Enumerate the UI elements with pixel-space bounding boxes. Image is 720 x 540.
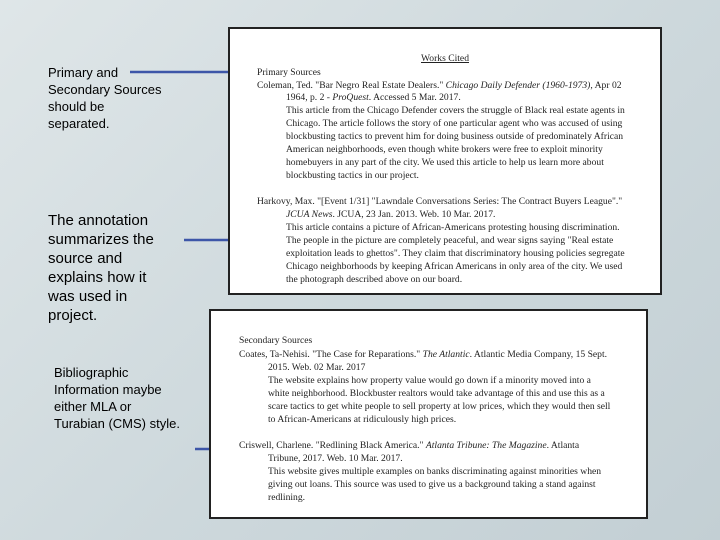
citation-line: JCUA News. JCUA, 23 Jan. 2013. Web. 10 Mar. 2017. [286,209,496,220]
annotation-line: blockbusting tactics to prevent him for doing business outside of predominately African [286,131,624,142]
annotation-line: homebuyers in any part of the city. We used this article to help us learn more about [286,157,604,168]
primary-sources-heading: Primary Sources [257,67,321,78]
note-line: Information maybe [54,382,162,397]
note-line: Bibliographic [54,365,129,380]
note-line: project. [48,307,98,324]
annotation-line: the photograph described above on our board. [286,274,463,285]
works-cited-title: Works Cited [421,53,469,64]
note-line: source and [48,250,123,267]
note-line: Secondary Sources [48,82,162,97]
annotation-line: This article from the Chicago Defender covers the struggle of Black real estate agents in [286,105,625,116]
note-line: explains how it [48,269,147,286]
note-line: either MLA or [54,399,132,414]
note-line: was used in [48,288,128,305]
annotation-line: blockbusting tactics in our project. [286,170,419,181]
annotation-line: redlining. [268,492,306,503]
citation-line: 2015. Web. 02 Mar. 2017 [268,362,366,373]
annotation-line: This article contains a picture of African-Americans protesting housing discrimination. [286,222,620,233]
works-cited-secondary-page [209,309,648,519]
citation-line: Tribune, 2017. Web. 10 Mar. 2017. [268,453,403,464]
annotation-line: to African-Americans at ridiculously high prices. [268,414,457,425]
citation-line: Coleman, Ted. "Bar Negro Real Estate Dealers." Chicago Daily Defender (1960-1973), Apr 02 [257,80,622,91]
citation-line: 1964, p. 2 - ProQuest. Accessed 5 Mar. 2017. [286,92,461,103]
citation-line: Harkovy, Max. "[Event 1/31] "Lawndale Conversations Series: The Contract Buyers League"." [257,196,623,207]
annotation-line: American neighborhoods, even though white brokers were free to exploit minority [286,144,603,155]
annotation-line: Chicago. The article follows the story of one particular agent who was accused of using [286,118,623,129]
annotation-line: The people in the picture are completely peaceful, and wear signs saying "Real estate [286,235,614,246]
note-line: Primary and [48,65,119,80]
note-line: summarizes the [48,231,154,248]
note-line: should be [48,99,105,114]
annotation-line: giving out loans. This source was used to give us a background taking a stand against [268,479,596,490]
annotation-line: exploitation leads to ghettos". They claim that discriminatory housing policies segregate [286,248,625,259]
annotation-line: This website gives multiple examples on banks discriminating against minorities when [268,466,602,477]
works-cited-primary-page [228,27,662,295]
annotation-line: scare tactics to get white people to sell property at low prices, which they would then sell [268,401,611,412]
note-line: separated. [48,116,110,131]
annotation-line: white neighborhood. Blockbuster realtors would take advantage of this and use this as a [268,388,605,399]
annotation-line: The website explains how property value would go down if a minority moved into a [268,375,591,386]
citation-line: Criswell, Charlene. "Redlining Black America." Atlanta Tribune: The Magazine. Atlanta [239,440,580,451]
secondary-sources-heading: Secondary Sources [239,335,313,346]
note-line: The annotation [48,212,149,229]
note-line: Turabian (CMS) style. [54,416,180,431]
citation-line: Coates, Ta-Nehisi. "The Case for Reparations." The Atlantic. Atlantic Media Company, 15 Sept. [239,349,608,360]
annotation-line: Chicago neighborhoods by keeping African Americans in only area of the city. We used [286,261,623,272]
